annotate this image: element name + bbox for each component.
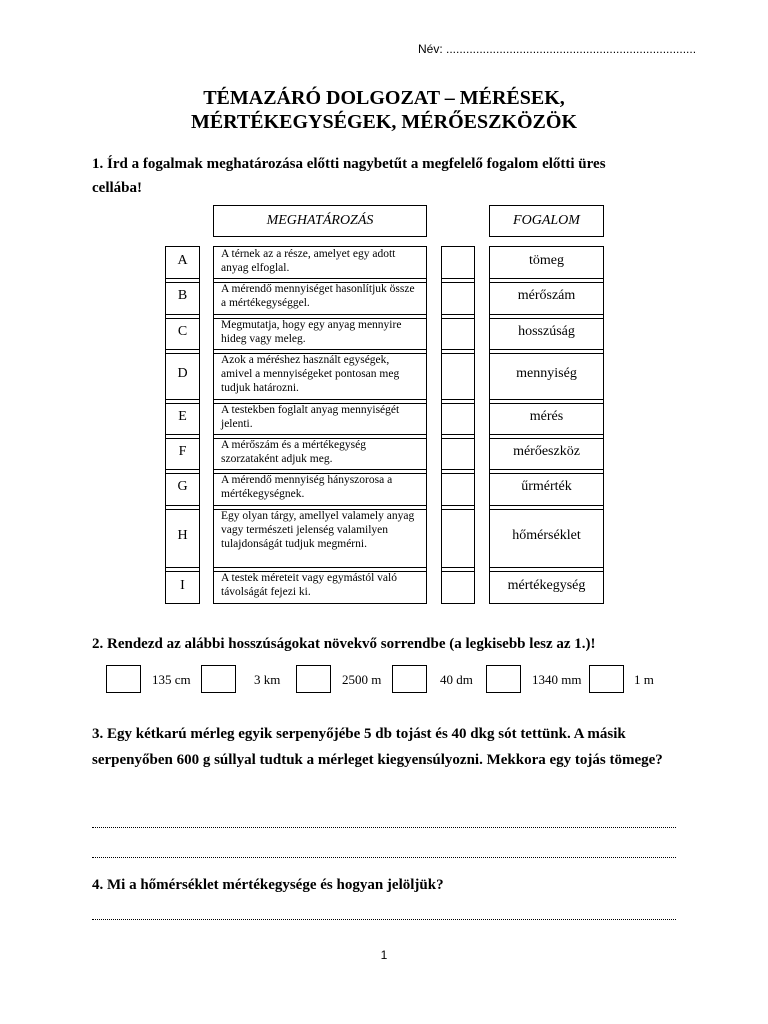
row-divider <box>166 567 199 568</box>
row-divider <box>490 353 603 354</box>
row-letter: G <box>177 479 188 494</box>
row-divider <box>442 349 474 350</box>
row-concept: mértékegység <box>507 578 586 593</box>
row-divider <box>442 434 474 435</box>
page-number: 1 <box>380 948 388 962</box>
order-answer-box[interactable] <box>486 665 521 693</box>
row-definition: Egy olyan tárgy, amellyel valamely anyag vagy természeti jelenség valamilyen tulajdonságát tudjuk megmérni. <box>221 510 415 550</box>
ordering-row <box>0 665 768 695</box>
answer-line[interactable] <box>92 919 676 920</box>
row-divider <box>214 349 426 350</box>
row-divider <box>442 469 474 470</box>
row-divider <box>166 438 199 439</box>
row-divider <box>490 318 603 319</box>
row-definition: Megmutatja, hogy egy anyag mennyire hideg vagy meleg. <box>221 319 402 345</box>
row-definition: A mérendő mennyiség hányszorosa a mértékegységnek. <box>221 474 393 500</box>
row-letter: I <box>180 578 185 593</box>
row-letter: D <box>177 366 188 381</box>
row-concept: hőmérséklet <box>512 528 581 543</box>
row-divider <box>442 403 474 404</box>
row-divider <box>490 469 603 470</box>
definition-column-header: MEGHATÁROZÁS <box>213 205 427 237</box>
row-divider <box>442 567 474 568</box>
order-answer-box[interactable] <box>589 665 624 693</box>
row-letter: F <box>178 443 187 459</box>
row-concept: űrmérték <box>521 479 572 494</box>
order-answer-box[interactable] <box>106 665 141 693</box>
concept-column-header: FOGALOM <box>489 205 604 237</box>
row-divider <box>214 469 426 470</box>
row-divider <box>166 509 199 510</box>
question-3-text: 3. Egy kétkarú mérleg egyik serpenyőjébe 5 db tojást és 40 dkg sót tettünk. A másik serpenyőben 600 g súllyal tudtuk a mérleget kiegyensúlyozni. Mekkora egy tojás tömege? <box>92 726 663 768</box>
row-divider <box>442 438 474 439</box>
row-definition: A testek méreteit vagy egymástól való távolságát fejezi ki. <box>221 572 397 598</box>
row-divider <box>490 282 603 283</box>
answer-line[interactable] <box>92 827 676 828</box>
row-divider <box>166 399 199 400</box>
row-divider <box>166 469 199 470</box>
row-letter: A <box>177 252 188 268</box>
row-definition: A testekben foglalt anyag mennyiségét jelenti. <box>221 404 400 430</box>
row-divider <box>166 278 199 279</box>
row-divider <box>490 314 603 315</box>
row-letter: H <box>177 528 188 543</box>
row-divider <box>490 567 603 568</box>
row-divider <box>214 314 426 315</box>
row-divider <box>166 314 199 315</box>
row-divider <box>442 505 474 506</box>
row-definition: Azok a méréshez használt egységek, amivel a mennyiségeket pontosan meg tudjuk határozni. <box>221 354 400 394</box>
row-concept: mérőeszköz <box>513 443 580 459</box>
row-divider <box>442 509 474 510</box>
row-divider <box>490 438 603 439</box>
length-item: 135 cm <box>152 672 191 687</box>
length-item: 1340 mm <box>532 672 582 687</box>
row-divider <box>214 434 426 435</box>
row-concept: hosszúság <box>518 323 575 339</box>
row-divider <box>214 399 426 400</box>
row-divider <box>490 403 603 404</box>
row-divider <box>490 473 603 474</box>
row-divider <box>442 278 474 279</box>
title-line-2: MÉRTÉKEGYSÉGEK, MÉRŐESZKÖZÖK <box>190 111 578 133</box>
row-divider <box>490 505 603 506</box>
row-divider <box>490 278 603 279</box>
row-divider <box>490 349 603 350</box>
answer-column[interactable] <box>441 246 475 604</box>
order-answer-box[interactable] <box>296 665 331 693</box>
row-divider <box>490 399 603 400</box>
row-definition: A mérőszám és a mértékegység szorzataként adjuk meg. <box>221 439 366 465</box>
row-divider <box>166 282 199 283</box>
length-item: 40 dm <box>440 672 473 687</box>
row-letter: E <box>178 408 187 424</box>
row-divider <box>214 278 426 279</box>
row-letter: B <box>177 288 188 303</box>
row-divider <box>166 571 199 572</box>
question-2-text: 2. Rendezd az alábbi hosszúságokat növekvő sorrendbe (a legkisebb lesz az 1.)! <box>92 636 596 652</box>
title-line-1: TÉMAZÁRÓ DOLGOZAT – MÉRÉSEK, <box>203 87 565 109</box>
order-answer-box[interactable] <box>392 665 427 693</box>
length-item: 2500 m <box>342 672 382 687</box>
row-divider <box>214 567 426 568</box>
page-title <box>0 86 768 134</box>
row-divider <box>166 434 199 435</box>
row-divider <box>166 505 199 506</box>
row-divider <box>214 505 426 506</box>
row-concept: mennyiség <box>516 366 577 381</box>
row-divider <box>442 353 474 354</box>
row-divider <box>490 571 603 572</box>
row-divider <box>442 314 474 315</box>
name-field-label: Név: ........................................................................... <box>418 42 697 56</box>
row-divider <box>442 399 474 400</box>
row-letter: C <box>177 323 188 339</box>
question-4-text: 4. Mi a hőmérséklet mértékegysége és hogyan jelöljük? <box>92 877 444 893</box>
row-divider <box>442 571 474 572</box>
row-definition: A mérendő mennyiséget hasonlítjuk össze a mértékegységgel. <box>221 283 415 309</box>
row-divider <box>166 349 199 350</box>
length-item: 1 m <box>634 672 654 687</box>
length-item: 3 km <box>254 672 281 687</box>
row-divider <box>442 318 474 319</box>
row-divider <box>490 434 603 435</box>
answer-line[interactable] <box>92 857 676 858</box>
row-divider <box>166 473 199 474</box>
row-divider <box>442 473 474 474</box>
row-divider <box>490 509 603 510</box>
row-divider <box>166 403 199 404</box>
row-concept: mérés <box>529 408 564 424</box>
row-concept: tömeg <box>529 252 564 268</box>
row-concept: mérőszám <box>517 288 576 303</box>
row-definition: A térnek az a része, amelyet egy adott anyag elfoglal. <box>221 248 396 274</box>
question-1-text: 1. Írd a fogalmak meghatározása előtti nagybetűt a megfelelő fogalom előtti üres cellába! <box>92 156 606 196</box>
row-divider <box>166 353 199 354</box>
row-divider <box>166 318 199 319</box>
row-divider <box>442 282 474 283</box>
order-answer-box[interactable] <box>201 665 236 693</box>
